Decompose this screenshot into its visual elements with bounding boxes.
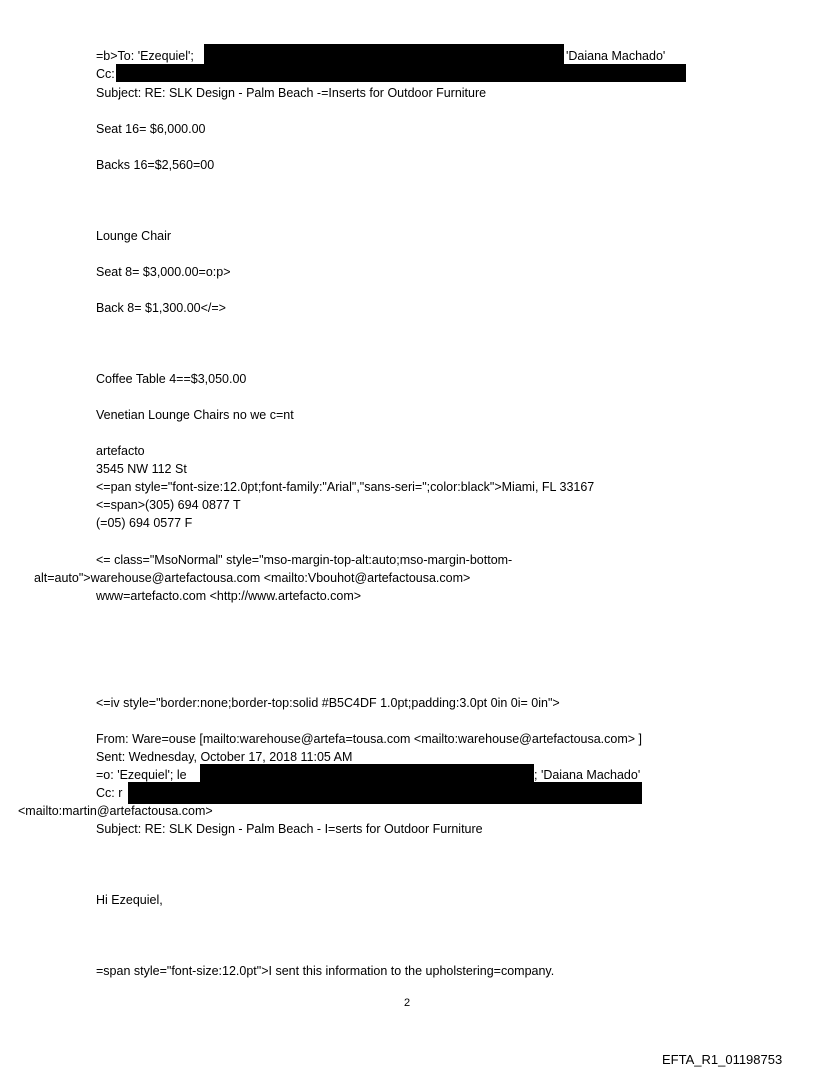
redaction-box [116,64,686,82]
greeting-line: Hi Ezequiel, [96,893,163,907]
quoted-to-prefix: =o: 'Ezequiel'; le [96,768,187,782]
html-residue-line: <= class="MsoNormal" style="mso-margin-top-alt:auto;mso-margin-bottom- [96,553,513,567]
redaction-box [200,764,534,784]
venetian-line: Venetian Lounge Chairs no we c=nt [96,408,294,422]
span-style-line: =span style="font-size:12.0pt">I sent this information to the upholstering=company. [96,964,555,978]
coffee-table-line: Coffee Table 4==$3,050.00 [96,372,247,386]
seat8-line: Seat 8= $3,000.00=o:p> [96,265,231,279]
quoted-sent-line: Sent: Wednesday, October 17, 2018 11:05 AM [96,750,353,764]
quoted-to-suffix: ; 'Daiana Machado' [534,768,641,782]
to-line-prefix: =b>To: 'Ezequiel'; [96,49,194,63]
quoted-mailto-line: <mailto:martin@artefactousa.com> [18,804,213,818]
cc-label: Cc: [96,67,115,81]
redaction-box [128,782,642,804]
to-line-suffix: 'Daiana Machado' [566,49,666,63]
page-number: 2 [404,997,411,1009]
city-line: <=pan style="font-size:12.0pt;font-family:"Arial","sans-seri=";color:black">Miami, FL 33167 [96,480,595,494]
company-name: artefacto [96,444,145,458]
quoted-from-line: From: Ware=ouse [mailto:warehouse@artefa=tousa.com <mailto:warehouse@artefactousa.com> ] [96,732,643,746]
website-line: www=artefacto.com <http://www.artefacto.com> [96,589,362,603]
back8-line: Back 8= $1,300.00</=> [96,301,226,315]
redaction-box [204,44,564,66]
quoted-subject-line: Subject: RE: SLK Design - Palm Beach - I=serts for Outdoor Furniture [96,822,483,836]
address-line: 3545 NW 112 St [96,462,187,476]
email-line: alt=auto">warehouse@artefactousa.com <mailto:Vbouhot@artefactousa.com> [34,571,471,585]
subject-line: Subject: RE: SLK Design - Palm Beach -=Inserts for Outdoor Furniture [96,86,487,100]
quoted-cc-label: Cc: r [96,786,123,800]
document-id: EFTA_R1_01198753 [662,1052,783,1067]
lounge-chair-heading: Lounge Chair [96,229,172,243]
div-style-line: <=iv style="border:none;border-top:solid #B5C4DF 1.0pt;padding:3.0pt 0in 0i= 0in"> [96,696,560,710]
phone-line: <=span>(305) 694 0877 T [96,498,241,512]
backs16-line: Backs 16=$2,560=00 [96,158,215,172]
fax-line: (=05) 694 0577 F [96,516,193,530]
seat16-line: Seat 16= $6,000.00 [96,122,206,136]
